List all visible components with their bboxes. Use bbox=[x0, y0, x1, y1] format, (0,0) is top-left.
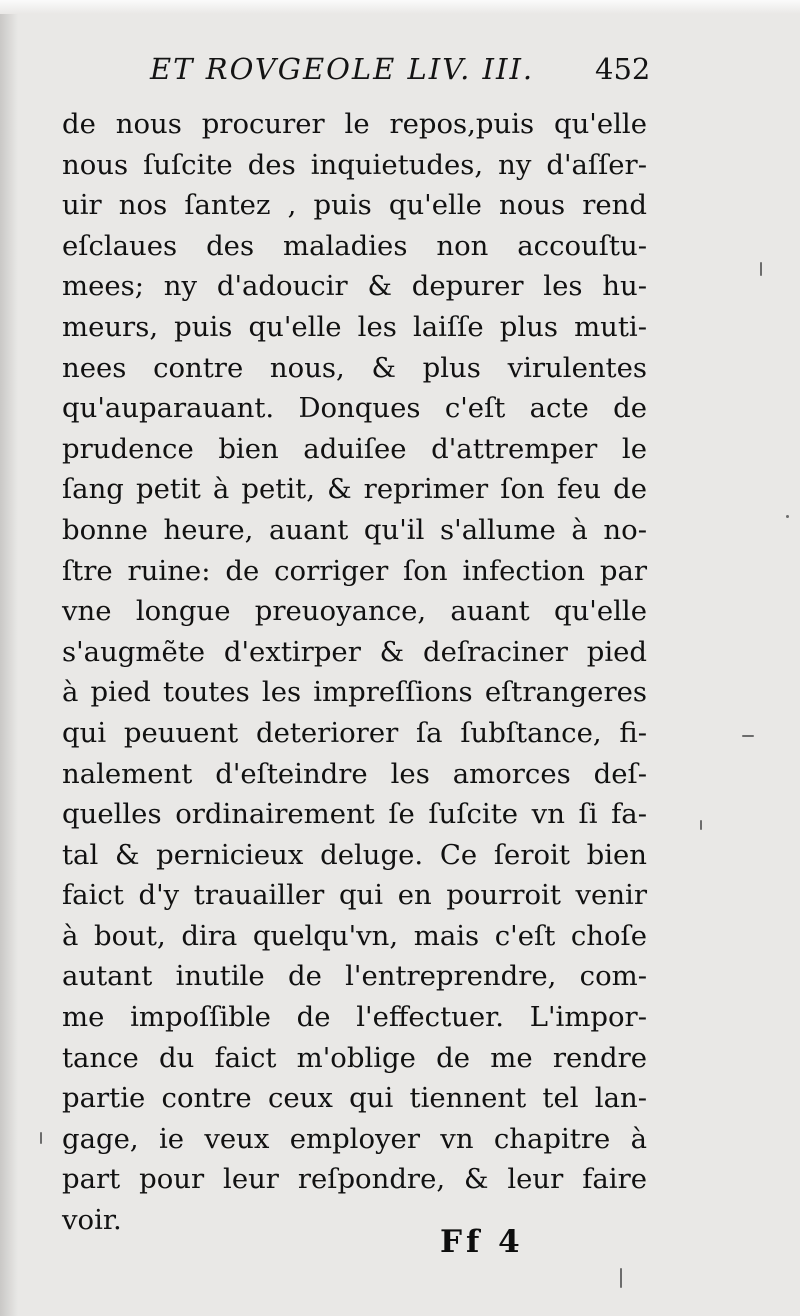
text-line: qu'auparauant. Donques c'eſt acte de bbox=[62, 392, 647, 425]
text-line: faict d'y trauailler qui en pourroit venir bbox=[62, 879, 647, 912]
text-line: me impoſſible de l'effectuer. L'impor- bbox=[62, 1001, 647, 1034]
paper-speck bbox=[700, 820, 702, 830]
text-line: vne longue preuoyance, auant qu'elle bbox=[62, 595, 647, 628]
page-top-edge bbox=[0, 0, 800, 14]
text-line: nous ſuſcite des inquietudes, ny d'aſſer- bbox=[62, 148, 647, 181]
paper-speck bbox=[786, 515, 789, 518]
text-line: tance du faict m'oblige de me rendre bbox=[62, 1041, 647, 1074]
text-line: partie contre ceux qui tiennent tel lan- bbox=[62, 1082, 647, 1115]
text-line: prudence bien aduiſee d'attremper le bbox=[62, 432, 647, 465]
text-line: quelles ordinairement ſe ſuſcite vn ſi fa- bbox=[62, 798, 647, 831]
text-line: ſang petit à petit, & reprimer ſon feu de bbox=[62, 473, 647, 506]
page-edge-shadow bbox=[0, 0, 18, 1316]
text-line: eſclaues des maladies non accouſtu- bbox=[62, 229, 647, 262]
paper-speck bbox=[760, 262, 762, 276]
text-line: meurs, puis qu'elle les laiſſe plus muti- bbox=[62, 310, 647, 343]
text-line-last: voir. bbox=[62, 1204, 122, 1237]
text-line: uir nos ſantez , puis qu'elle nous rend bbox=[62, 189, 647, 222]
text-line: part pour leur reſpondre, & leur faire bbox=[62, 1163, 647, 1196]
running-title: ET ROVGEOLE LIV. III. bbox=[150, 52, 535, 86]
text-line: bonne heure, auant qu'il s'allume à no- bbox=[62, 513, 647, 546]
paper-speck bbox=[620, 1268, 622, 1288]
text-line: qui peuuent deteriorer ſa ſubſtance, fi- bbox=[62, 716, 647, 749]
text-line: ſtre ruine: de corriger ſon infection par bbox=[62, 554, 647, 587]
text-line: nalement d'eſteindre les amorces deſ- bbox=[62, 757, 647, 790]
text-line: mees; ny d'adoucir & depurer les hu- bbox=[62, 270, 647, 303]
page-number: 452 bbox=[595, 52, 651, 86]
signature-mark: Ff 4 bbox=[440, 1224, 524, 1260]
text-line: nees contre nous, & plus virulentes bbox=[62, 351, 647, 384]
paper-speck bbox=[742, 735, 754, 737]
text-line: gage, ie veux employer vn chapitre à bbox=[62, 1122, 647, 1155]
text-line: à bout, dira quelqu'vn, mais c'eſt choſe bbox=[62, 919, 647, 952]
body-text bbox=[62, 104, 647, 1241]
text-line: s'augmẽte d'extirper & deſraciner pied bbox=[62, 635, 647, 668]
paper-speck bbox=[40, 1132, 42, 1144]
running-header bbox=[150, 52, 660, 98]
text-line: tal & pernicieux deluge. Ce ſeroit bien bbox=[62, 838, 647, 871]
text-line: autant inutile de l'entreprendre, com- bbox=[62, 960, 647, 993]
text-line: à pied toutes les impreſſions eſtrangeres bbox=[62, 676, 647, 709]
text-line: de nous procurer le repos,puis qu'elle bbox=[62, 108, 647, 140]
